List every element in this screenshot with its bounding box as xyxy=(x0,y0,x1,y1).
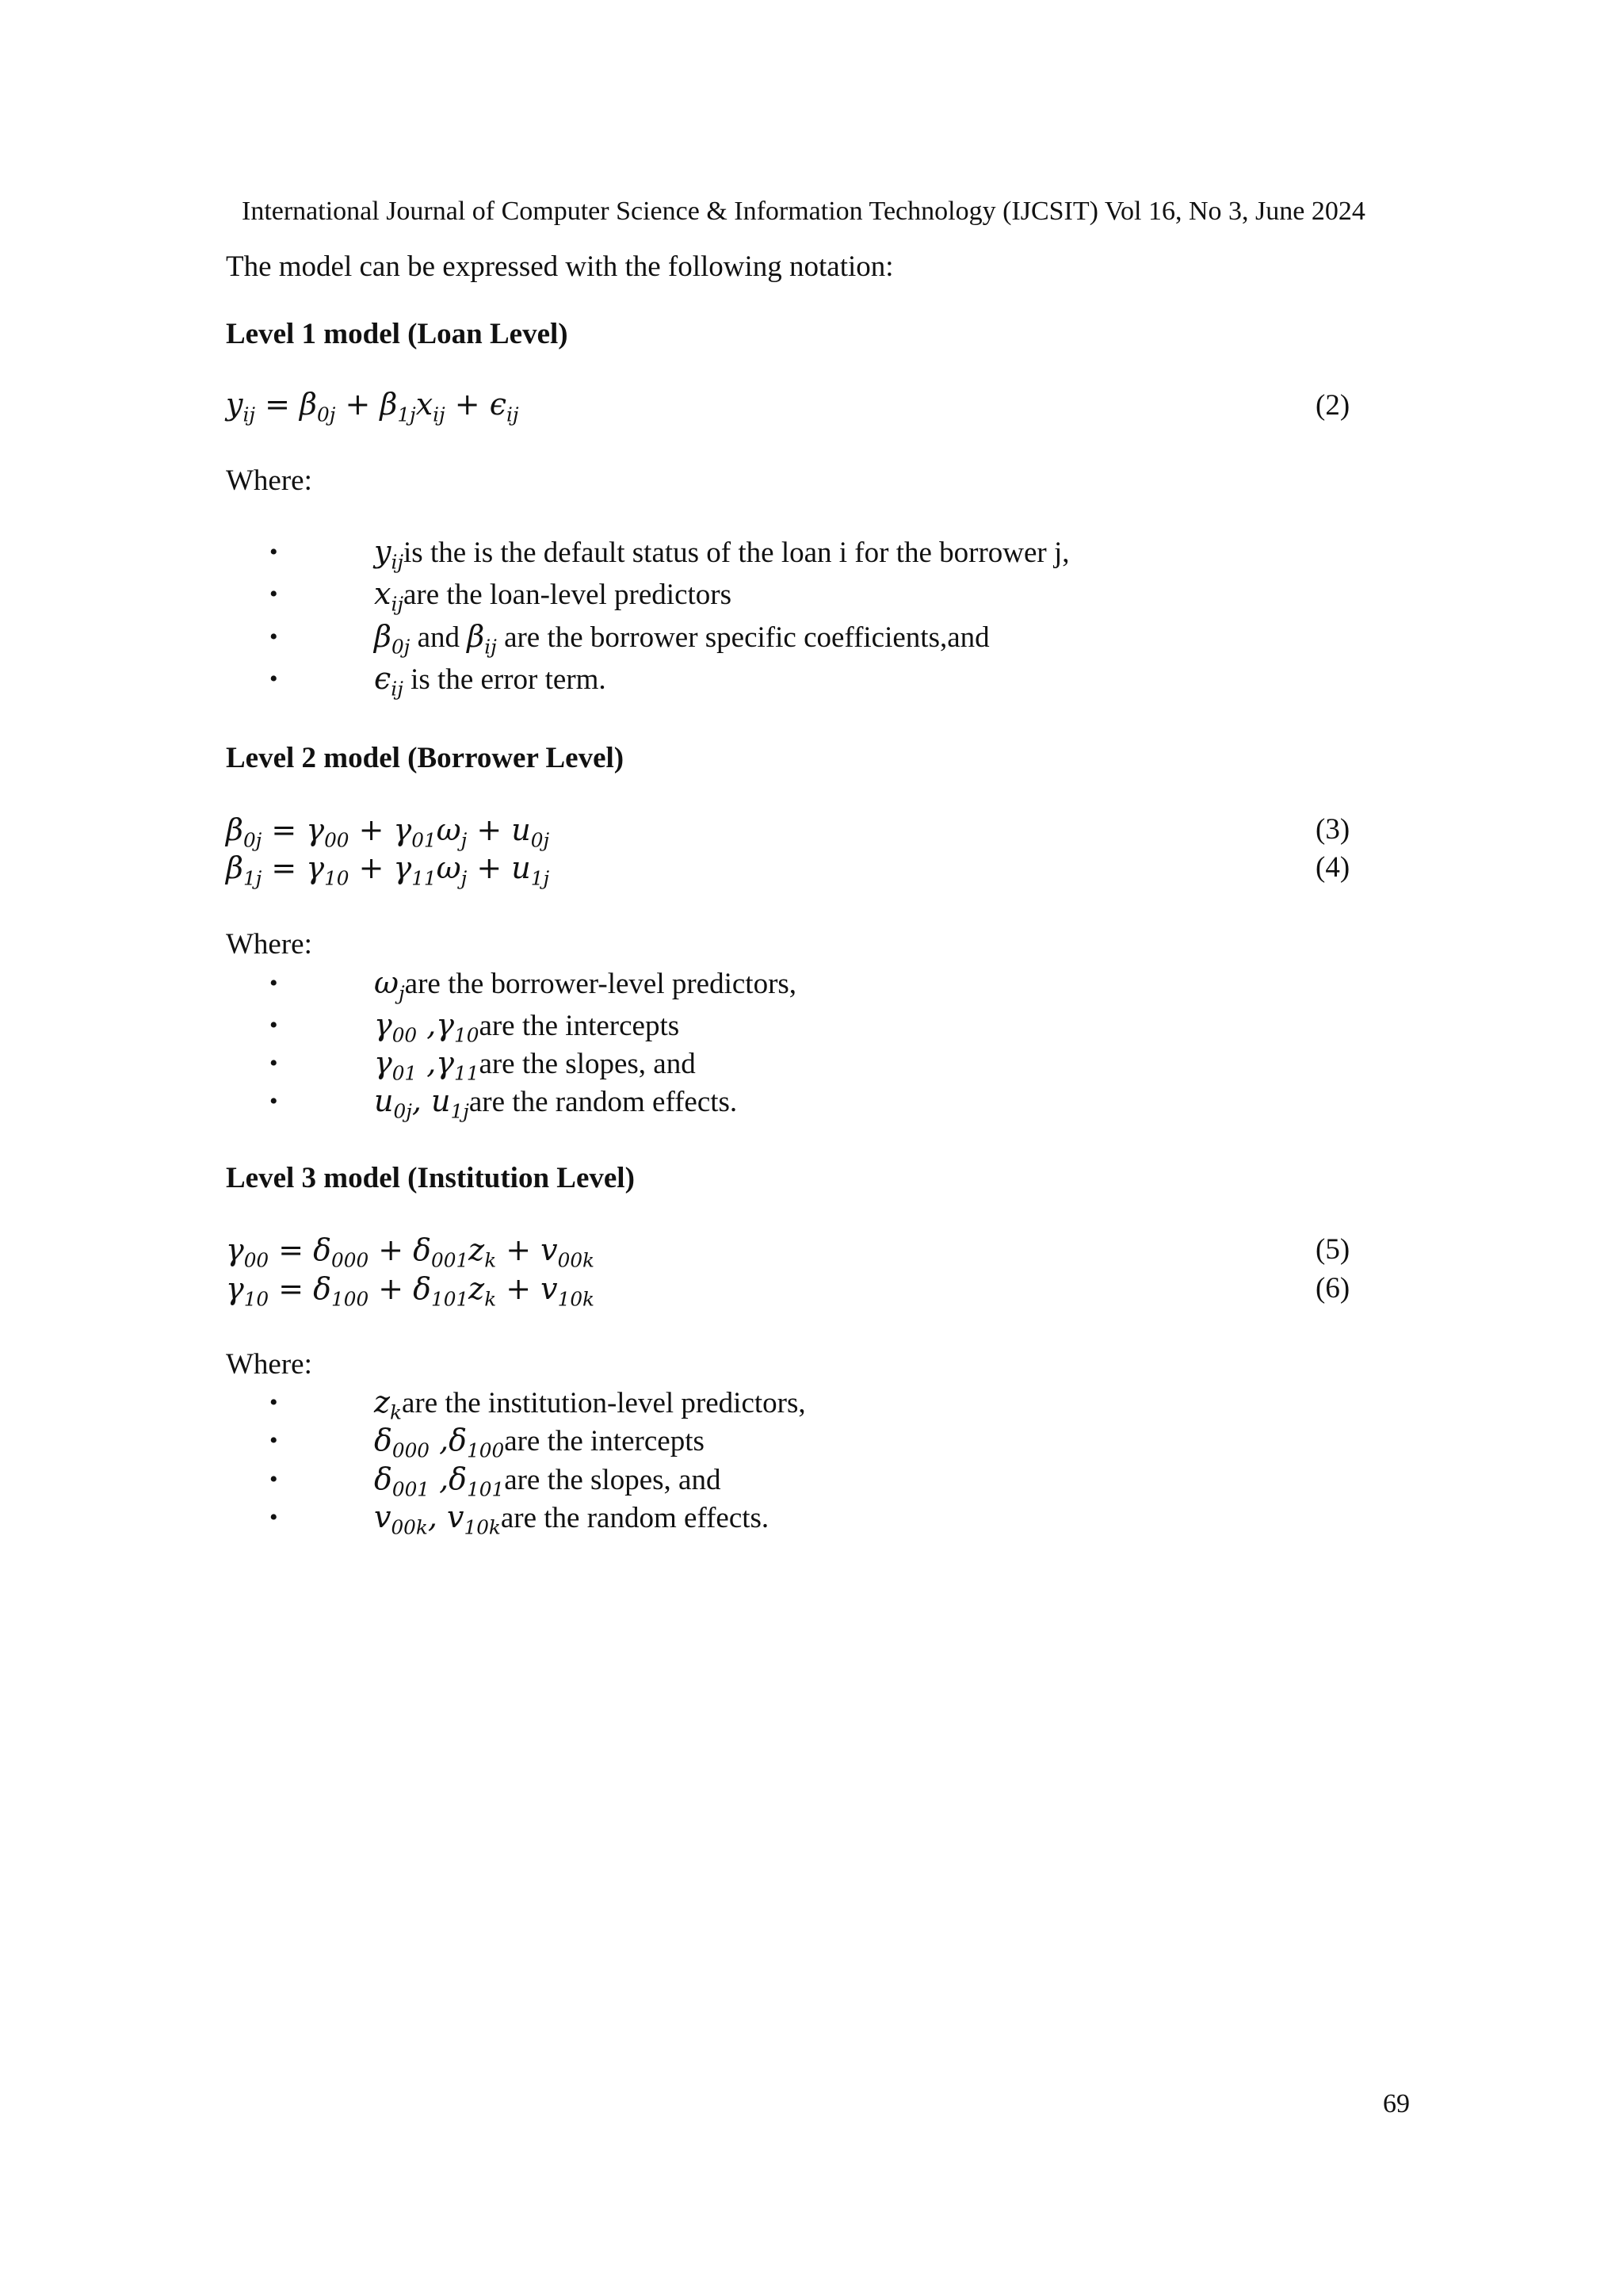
bullet: • xyxy=(269,1050,278,1076)
level2-item-2: $\gamma_{00}$ $,\gamma_{10}are$ the intercepts xyxy=(374,1007,680,1047)
equation-6: $\gamma_{10} = \delta_{100} + \delta_{101}z_k + v_{10k}$ xyxy=(226,1271,595,1311)
equation-5: $\gamma_{00} = \delta_{000} + \delta_{001}z_k + v_{00k}$ xyxy=(226,1232,595,1272)
level1-where: Where: xyxy=(226,464,312,497)
level3-item-2: $\delta_{000}$ $,\delta_{100}are$ the intercepts xyxy=(374,1423,705,1462)
level2-item-3: $\gamma_{01}$ $,\gamma_{11}are$ the slopes, and xyxy=(374,1045,696,1085)
bullet: • xyxy=(269,581,278,607)
bullet: • xyxy=(269,1389,278,1415)
level2-item-4: $u_{0j}$, $u_{1j}are$ the random effects. xyxy=(374,1083,738,1123)
level1-item-1: $y_{ij}is$ the is the default status of the loan i for the borrower j, xyxy=(374,534,1070,574)
bullet: • xyxy=(269,666,278,692)
level1-item-3: $\beta_{0j}$ and $\beta_{ij}$ are the borrower specific coefficients,and xyxy=(374,619,990,659)
level1-item-4: $\epsilon_{ij}$ is the error term. xyxy=(374,661,606,701)
bullet: • xyxy=(269,1427,278,1454)
page-number: 69 xyxy=(1383,2089,1410,2118)
equation-number-4: (4) xyxy=(1316,851,1350,884)
level2-where: Where: xyxy=(226,928,312,961)
equation-number-6: (6) xyxy=(1316,1272,1350,1305)
equation-2: $y_{ij} = \beta_{0j} + \beta_{1j}x_{ij} + \epsilon_{ij}$ xyxy=(226,387,519,426)
equation-3: $\beta_{0j} = \gamma_{00} + \gamma_{01}\omega_j + u_{0j}$ xyxy=(226,812,550,852)
bullet: • xyxy=(269,1012,278,1038)
level2-item-1: $\omega_jare$ the borrower-level predictors, xyxy=(374,965,797,1005)
level3-item-3: $\delta_{001}$ $,\delta_{101}are$ the slopes, and xyxy=(374,1461,721,1501)
equation-number-5: (5) xyxy=(1316,1233,1350,1266)
level3-where: Where: xyxy=(226,1348,312,1381)
level2-heading: Level 2 model (Borrower Level) xyxy=(226,742,624,774)
bullet: • xyxy=(269,970,278,996)
bullet: • xyxy=(269,539,278,565)
bullet: • xyxy=(269,1504,278,1530)
running-header: International Journal of Computer Science & Information Technology (IJCSIT) Vol 16, No 3, June 2024 xyxy=(242,197,1365,226)
bullet: • xyxy=(269,624,278,650)
bullet: • xyxy=(269,1466,278,1492)
level3-item-1: $z_kare$ the institution-level predictors, xyxy=(374,1385,806,1424)
level3-item-4: $v_{00k}$, $v_{10k}are$ the random effects. xyxy=(374,1499,769,1539)
equation-number-2: (2) xyxy=(1316,389,1350,422)
level1-heading: Level 1 model (Loan Level) xyxy=(226,318,568,350)
intro-sentence: The model can be expressed with the following notation: xyxy=(226,250,894,283)
level1-item-2: $x_{ij}are$ the loan-level predictors xyxy=(374,576,731,616)
bullet: • xyxy=(269,1088,278,1114)
level3-heading: Level 3 model (Institution Level) xyxy=(226,1162,635,1194)
equation-number-3: (3) xyxy=(1316,813,1350,846)
equation-4: $\beta_{1j} = \gamma_{10} + \gamma_{11}\omega_j + u_{1j}$ xyxy=(226,850,550,890)
